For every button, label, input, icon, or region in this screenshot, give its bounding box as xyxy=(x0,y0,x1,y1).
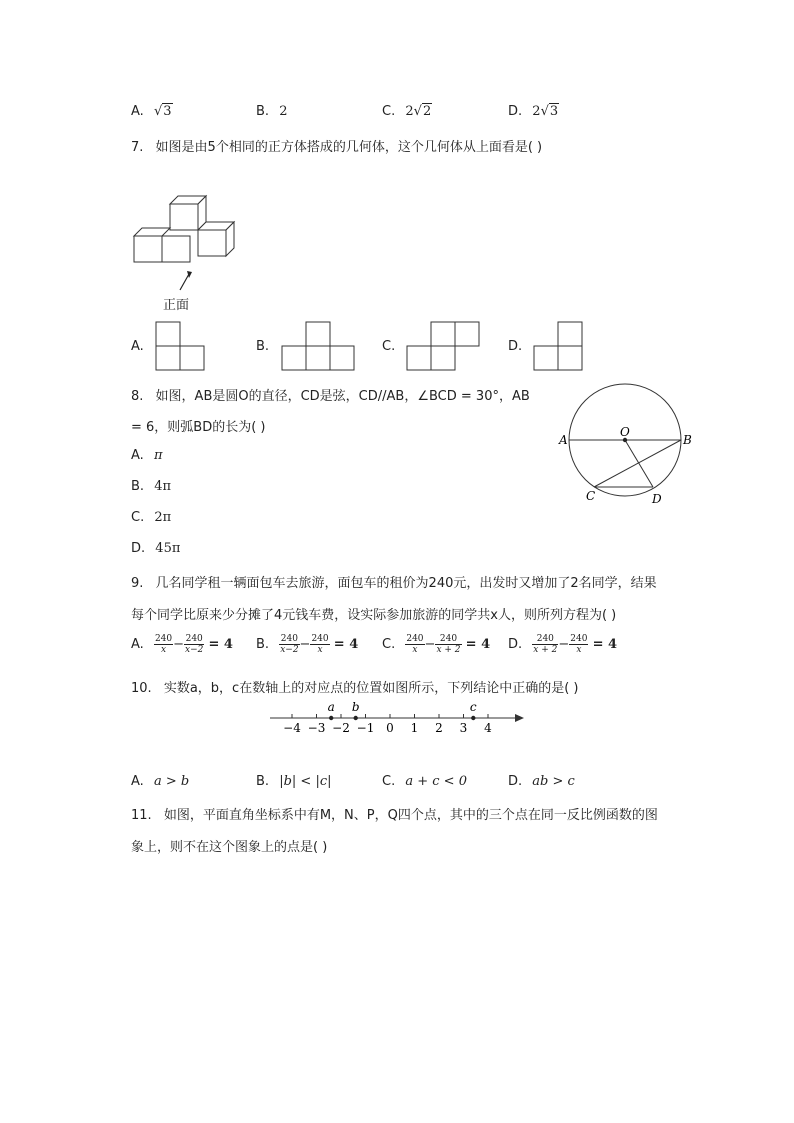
q9-option-b[interactable]: B. $\frac{240}{x-2}$ − $\frac{240}{x}$ = 4 xyxy=(256,634,359,655)
q8-option-b[interactable] xyxy=(131,479,171,494)
fraction xyxy=(532,634,558,655)
fraction xyxy=(279,634,299,655)
option-label: C. xyxy=(382,104,396,119)
question-text: 如图，平面直角坐标系中有M，N、P，Q四个点，其中的三个点在同一反比例函数的图 xyxy=(163,808,658,823)
point-b-label: b xyxy=(351,700,360,714)
q7-option-d-figure[interactable] xyxy=(533,321,583,371)
numerator: 240 xyxy=(154,634,173,644)
q8-option-d[interactable] xyxy=(131,541,180,556)
option-label: B. xyxy=(131,479,145,494)
question-text: 几名同学租一辆面包车去旅游，面包车的租价为240元，出发时又增加了2名同学，结果 xyxy=(155,576,657,591)
fraction xyxy=(154,634,173,655)
question-text: 实数a，b，c在数轴上的对应点的位置如图所示，下列结论中正确的是( ) xyxy=(163,681,579,696)
option-label: A. xyxy=(131,448,144,463)
point-c xyxy=(471,716,475,720)
option-label: A. xyxy=(131,104,144,119)
option-label: C. xyxy=(131,510,145,525)
option-label: D. xyxy=(508,104,523,119)
q6-option-a[interactable] xyxy=(131,104,173,119)
question-number: 8. xyxy=(131,389,144,404)
numerator: 240 xyxy=(406,634,424,644)
option-value: |b| < |c| xyxy=(279,774,332,789)
q7-stem xyxy=(131,136,542,155)
tick-label: −4 xyxy=(283,721,301,735)
tick-label: −3 xyxy=(307,721,326,735)
q10-option-b[interactable] xyxy=(256,774,331,789)
q7-option-a-figure[interactable] xyxy=(155,321,205,371)
radicand: 3 xyxy=(163,104,172,119)
q7-option-b-figure[interactable] xyxy=(281,321,355,371)
q7-option-d-label[interactable]: D. xyxy=(508,339,523,354)
q10-option-a[interactable] xyxy=(131,774,189,789)
q8-option-a[interactable] xyxy=(131,448,162,463)
q7-option-c-figure[interactable] xyxy=(406,321,480,371)
option-value: 45π xyxy=(155,541,181,556)
segment-od xyxy=(625,440,653,487)
option-label: C. xyxy=(382,774,396,789)
tick-label: 1 xyxy=(410,721,419,735)
tick-label: 2 xyxy=(435,721,443,735)
q10-number-line xyxy=(268,700,528,740)
point-a xyxy=(329,716,333,720)
q7-option-c-label[interactable]: C. xyxy=(382,339,396,354)
option-label: A. xyxy=(131,637,144,652)
point-d-label: D xyxy=(652,492,662,506)
q10-option-c[interactable] xyxy=(382,774,467,789)
option-label: D. xyxy=(508,637,523,652)
q6-option-c[interactable] xyxy=(382,104,432,119)
q9-stem-line2: 每个同学比原来少分摊了4元钱车费，设实际参加旅游的同学共x人，则所列方程为( ) xyxy=(131,608,617,623)
option-label: D. xyxy=(131,541,146,556)
question-number: 11. xyxy=(131,808,152,823)
numerator: 240 xyxy=(311,634,329,644)
q6-option-d[interactable] xyxy=(508,104,559,119)
tick-label: 0 xyxy=(386,721,394,735)
option-label: B. xyxy=(256,637,270,652)
denominator: x xyxy=(576,645,582,655)
radicand: 3 xyxy=(549,104,559,119)
q8-circle-figure xyxy=(556,382,696,512)
q11-stem-line2: 象上，则不在这个图象上的点是( ) xyxy=(131,840,328,855)
q8-option-c[interactable] xyxy=(131,510,171,525)
option-label: B. xyxy=(256,774,270,789)
numerator: 240 xyxy=(532,634,558,645)
numerator: 240 xyxy=(570,634,588,644)
denominator: x + 2 xyxy=(436,645,461,655)
option-label: D. xyxy=(508,774,523,789)
q9-option-a[interactable]: A. $\frac{240}{x}$ − $\frac{240}{x-2}$ = 4 xyxy=(131,634,233,655)
front-view-label: 正面 xyxy=(163,298,190,313)
option-value: a > b xyxy=(153,774,190,789)
option-value: 2π xyxy=(154,510,172,525)
q10-stem xyxy=(131,677,578,696)
option-label: C. xyxy=(382,637,396,652)
equation-rhs: = 4 xyxy=(592,637,618,652)
point-b-label: B xyxy=(683,433,692,447)
tick-label: −2 xyxy=(332,721,350,735)
q7-option-a-label[interactable]: A. xyxy=(131,339,144,354)
q9-stem-line1 xyxy=(131,572,657,591)
numerator: 240 xyxy=(185,634,203,644)
sqrt-expression: √3 xyxy=(540,104,559,119)
point-c-label: C xyxy=(586,489,596,503)
tick-label: −1 xyxy=(356,721,375,735)
question-number: 7. xyxy=(131,140,144,155)
point-b xyxy=(354,716,358,720)
fraction xyxy=(435,634,461,655)
point-o-label: O xyxy=(620,425,630,439)
sqrt-expression: √2 xyxy=(413,104,432,119)
numerator: 240 xyxy=(435,634,461,645)
q8-stem-line2: = 6，则弧BD的长为( ) xyxy=(131,420,266,435)
coefficient: 2 xyxy=(532,104,541,119)
front-arrow-icon xyxy=(176,268,196,294)
question-text: 如图是由5个相同的正方体搭成的几何体，这个几何体从上面看是( ) xyxy=(155,140,543,155)
q6-option-b[interactable] xyxy=(256,104,287,119)
q7-cube-figure xyxy=(130,192,240,272)
equation-rhs: = 4 xyxy=(333,637,359,652)
denominator: x xyxy=(160,645,167,655)
option-value: 2 xyxy=(279,104,288,119)
question-number: 9. xyxy=(131,576,144,591)
fraction xyxy=(184,634,204,655)
q9-option-c[interactable]: C. $\frac{240}{x}$ − $\frac{240}{x + 2}$ = 4 xyxy=(382,634,491,655)
segment-cb xyxy=(594,440,681,487)
q7-option-b-label[interactable]: B. xyxy=(256,339,270,354)
option-label: B. xyxy=(256,104,270,119)
q9-option-d[interactable]: D. $\frac{240}{x + 2}$ − $\frac{240}{x}$ = 4 xyxy=(508,634,618,655)
tick-label: 4 xyxy=(484,721,492,735)
tick-label: 3 xyxy=(459,721,468,735)
fraction xyxy=(569,634,588,655)
denominator: x + 2 xyxy=(533,645,558,655)
question-text: 如图，AB是圆O的直径，CD是弦，CD//AB，∠BCD = 30°，AB xyxy=(155,389,530,404)
axis-arrow-icon xyxy=(515,714,524,722)
equation-rhs: = 4 xyxy=(208,637,233,652)
coefficient: 2 xyxy=(405,104,414,119)
option-label: A. xyxy=(131,774,144,789)
denominator: x xyxy=(317,645,323,655)
numerator: 240 xyxy=(280,634,298,644)
equation-rhs: = 4 xyxy=(465,637,491,652)
q10-option-d[interactable] xyxy=(508,774,575,789)
radicand: 2 xyxy=(422,104,432,119)
option-value: π xyxy=(153,448,163,463)
denominator: x−2 xyxy=(185,645,204,655)
q8-stem-line1 xyxy=(131,385,530,404)
option-value: a + c < 0 xyxy=(405,774,467,789)
denominator: x xyxy=(412,645,418,655)
denominator: x−2 xyxy=(280,645,299,655)
option-value: ab > c xyxy=(532,774,575,789)
point-a-label: A xyxy=(559,433,568,447)
point-a-label: a xyxy=(327,700,335,714)
question-number: 10. xyxy=(131,681,152,696)
point-c-label: c xyxy=(469,700,477,714)
fraction xyxy=(405,634,424,655)
q11-stem-line1 xyxy=(131,804,658,823)
fraction xyxy=(310,634,329,655)
option-value: 4π xyxy=(154,479,172,494)
sqrt-expression: √3 xyxy=(153,104,172,119)
